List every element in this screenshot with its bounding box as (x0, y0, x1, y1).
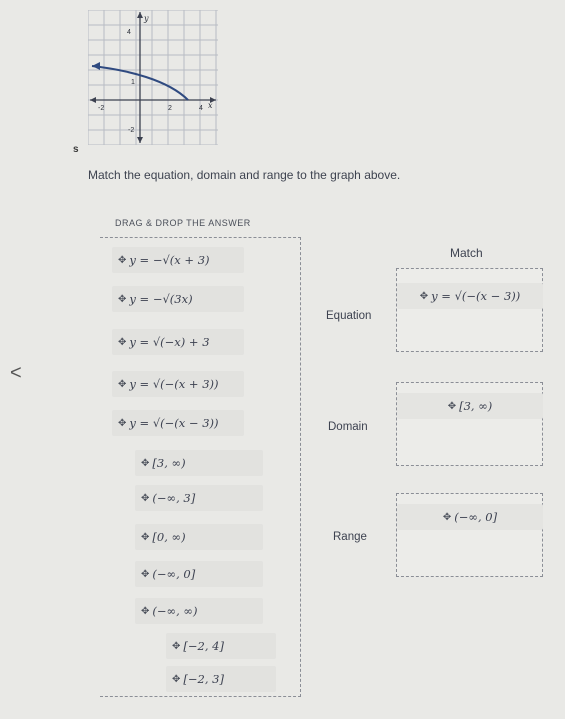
instruction-text: Match the equation, domain and range to the graph above. (88, 168, 401, 182)
drag-handle-icon[interactable]: ✥ (118, 417, 127, 429)
equation-drop-zone[interactable] (396, 268, 543, 352)
answer-chip[interactable]: ✥ [−2, 3] (166, 666, 276, 692)
drag-handle-icon[interactable]: ✥ (447, 400, 457, 412)
domain-drop-zone[interactable] (396, 382, 543, 466)
drag-handle-icon[interactable]: ✥ (419, 290, 429, 302)
tick-label: -2 (128, 127, 135, 134)
answer-bank (100, 237, 301, 697)
drag-handle-icon[interactable]: ✥ (141, 605, 150, 617)
answer-chip[interactable]: ✥ [0, ∞) (135, 524, 263, 550)
placed-answer-chip[interactable]: ✥ (−∞, 0] (397, 504, 543, 530)
answer-chip[interactable]: ✥ (−∞, 3] (135, 485, 263, 511)
answer-chip[interactable]: ✥ y = −√(x + 3) (112, 247, 244, 273)
drag-handle-icon[interactable]: ✥ (118, 293, 127, 305)
drag-handle-icon[interactable]: ✥ (118, 336, 127, 348)
tick-label: 2 (168, 105, 172, 112)
function-graph (88, 10, 218, 145)
domain-label: Domain (328, 421, 368, 433)
tick-label: -2 (98, 105, 105, 112)
answer-chip[interactable]: ✥ y = √(−(x + 3)) (112, 371, 244, 397)
answer-bank-title: DRAG & DROP THE ANSWER (115, 218, 251, 228)
y-axis-label: y (144, 14, 149, 23)
tick-label: 4 (127, 29, 131, 36)
drag-handle-icon[interactable]: ✥ (141, 531, 150, 543)
x-axis-label: x (208, 101, 213, 110)
range-drop-zone[interactable] (396, 493, 543, 577)
chevron-left-icon[interactable]: < (10, 362, 22, 384)
range-label: Range (333, 531, 367, 543)
placed-answer-chip[interactable]: ✥ [3, ∞) (397, 393, 543, 419)
side-marker: s (73, 144, 79, 155)
answer-chip[interactable]: ✥ y = −√(3x) (112, 286, 244, 312)
drag-handle-icon[interactable]: ✥ (141, 457, 150, 469)
drag-handle-icon[interactable]: ✥ (118, 254, 127, 266)
answer-chip[interactable]: ✥ y = √(−(x − 3)) (112, 410, 244, 436)
tick-label: 1 (131, 79, 135, 86)
placed-answer-chip[interactable]: ✥ y = √(−(x − 3)) (397, 283, 543, 309)
answer-chip[interactable]: ✥ y = √(−x) + 3 (112, 329, 244, 355)
drag-handle-icon[interactable]: ✥ (141, 568, 150, 580)
drag-handle-icon[interactable]: ✥ (172, 640, 181, 652)
match-title: Match (450, 246, 483, 260)
answer-chip[interactable]: ✥ [3, ∞) (135, 450, 263, 476)
answer-chip[interactable]: ✥ (−∞, ∞) (135, 598, 263, 624)
drag-handle-icon[interactable]: ✥ (141, 492, 150, 504)
equation-label: Equation (326, 310, 372, 322)
drag-handle-icon[interactable]: ✥ (172, 673, 181, 685)
tick-label: 4 (199, 105, 203, 112)
drag-handle-icon[interactable]: ✥ (118, 378, 127, 390)
answer-chip[interactable]: ✥ [−2, 4] (166, 633, 276, 659)
drag-handle-icon[interactable]: ✥ (442, 511, 452, 523)
answer-chip[interactable]: ✥ (−∞, 0] (135, 561, 263, 587)
